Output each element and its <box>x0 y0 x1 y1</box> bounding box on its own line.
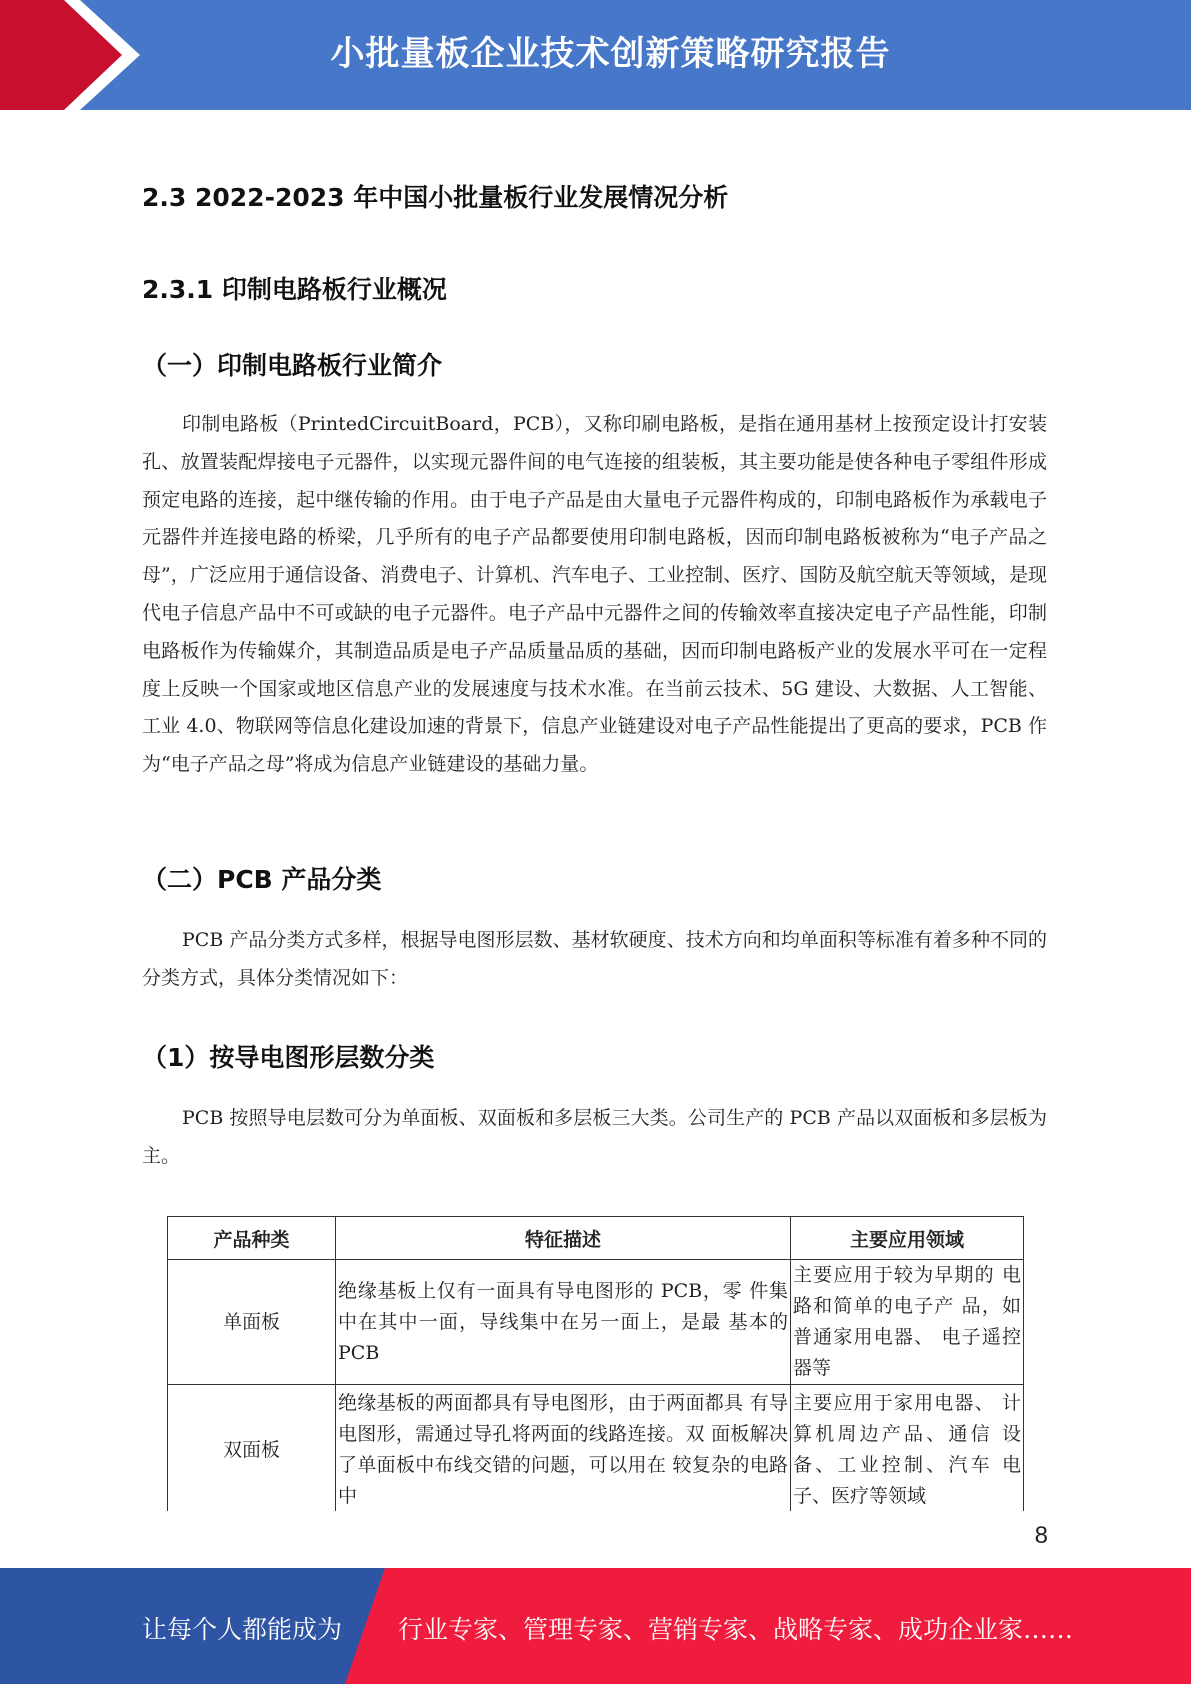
cell-application: 主要应用于家用电器、 计算机周边产品、通信 设备、工业控制、汽车 电子、医疗等领域 <box>791 1385 1024 1512</box>
cell-type: 单面板 <box>168 1260 336 1385</box>
pcb-classification-paragraph: PCB 产品分类方式多样，根据导电图形层数、基材软硬度、技术方向和均单面积等标准有着多种不同的分类方式，具体分类情况如下： <box>142 929 1047 989</box>
table-header-row <box>168 1217 1024 1260</box>
page-header <box>0 0 1191 110</box>
cell-application: 主要应用于较为早期的 电路和简单的电子产 品，如普通家用电器、 电子遥控器等 <box>791 1260 1024 1385</box>
section-2-3-heading: 2.3 2022-2023 年中国小批量板行业发展情况分析 <box>142 183 729 212</box>
section-2-3-1-heading: 2.3.1 印制电路板行业概况 <box>142 275 447 304</box>
layer-classification-paragraph: PCB 按照导电层数可分为单面板、双面板和多层板三大类。公司生产的 PCB 产品以双面板和多层板为主。 <box>142 1107 1047 1167</box>
subsection-1-heading: （一）印制电路板行业简介 <box>142 351 443 380</box>
pcb-type-table-wrapper <box>167 1216 1024 1511</box>
column-header-application: 主要应用领域 <box>791 1217 1024 1260</box>
page-number: 8 <box>1034 1522 1048 1549</box>
footer-slogan-right: 行业专家、管理专家、营销专家、战略专家、成功企业家…… <box>398 1615 1074 1644</box>
report-title: 小批量板企业技术创新策略研究报告 <box>330 34 891 74</box>
subsection-2-heading: （二）PCB 产品分类 <box>142 865 382 894</box>
cell-description: 绝缘基板上仅有一面具有导电图形的 PCB，零 件集中在其中一面，导线集中在另一面上，是最 基本的 PCB <box>336 1260 791 1385</box>
cell-description: 绝缘基板的两面都具有导电图形，由于两面都具 有导电图形，需通过导孔将两面的线路连接。双 面板解决了单面板中布线交错的问题，可以用在 较复杂的电路中 <box>336 1385 791 1512</box>
pcb-type-table <box>167 1216 1024 1511</box>
table-row <box>168 1260 1024 1385</box>
subsection-3-heading: （1）按导电图形层数分类 <box>142 1043 435 1072</box>
cell-type: 双面板 <box>168 1385 336 1512</box>
document-body <box>142 178 1047 1167</box>
page-footer <box>0 1568 1191 1684</box>
pcb-intro-paragraph: 印制电路板（PrintedCircuitBoard，PCB），又称印刷电路板，是指在通用基材上按预定设计打安装孔、放置装配焊接电子元器件，以实现元器件间的电气连接的组装板，其主要功能是使各种电子零组件形成预定电路的连接，起中继传输的作用。由于电子产品是由大量电子元器件构成的，印制电路板作为承载电子元器件并连接电路的桥梁，几乎所有的电子产品都要使用印制电路板，因而印制电路板被称为“电子产品之母”，广泛应用于通信设备、消费电子、计算机、汽车电子、工业控制、医疗、国防及航空航天等领域，是现代电子信息产品中不可或缺的电子元器件。电子产品中元器件之间的传输效率直接决定电子产品性能，印制电路板作为传输媒介，其制造品质是电子产品质量品质的基础，因而印制电路板产业的发展水平可在一定程度上反映一个国家或地区信息产业的发展速度与技术水准。在当前云技术、5G 建设、大数据、人工智能、工业 4.0、物联网等信息化建设加速的背景下，信息产业链建设对电子产品性能提出了更高的要求，PCB 作为“电子产品之母”将成为信息产业链建设的基础力量。 <box>142 413 1047 776</box>
table-row <box>168 1385 1024 1512</box>
column-header-type: 产品种类 <box>168 1217 336 1260</box>
column-header-description: 特征描述 <box>336 1217 791 1260</box>
footer-slogan-left: 让每个人都能成为 <box>142 1615 343 1644</box>
